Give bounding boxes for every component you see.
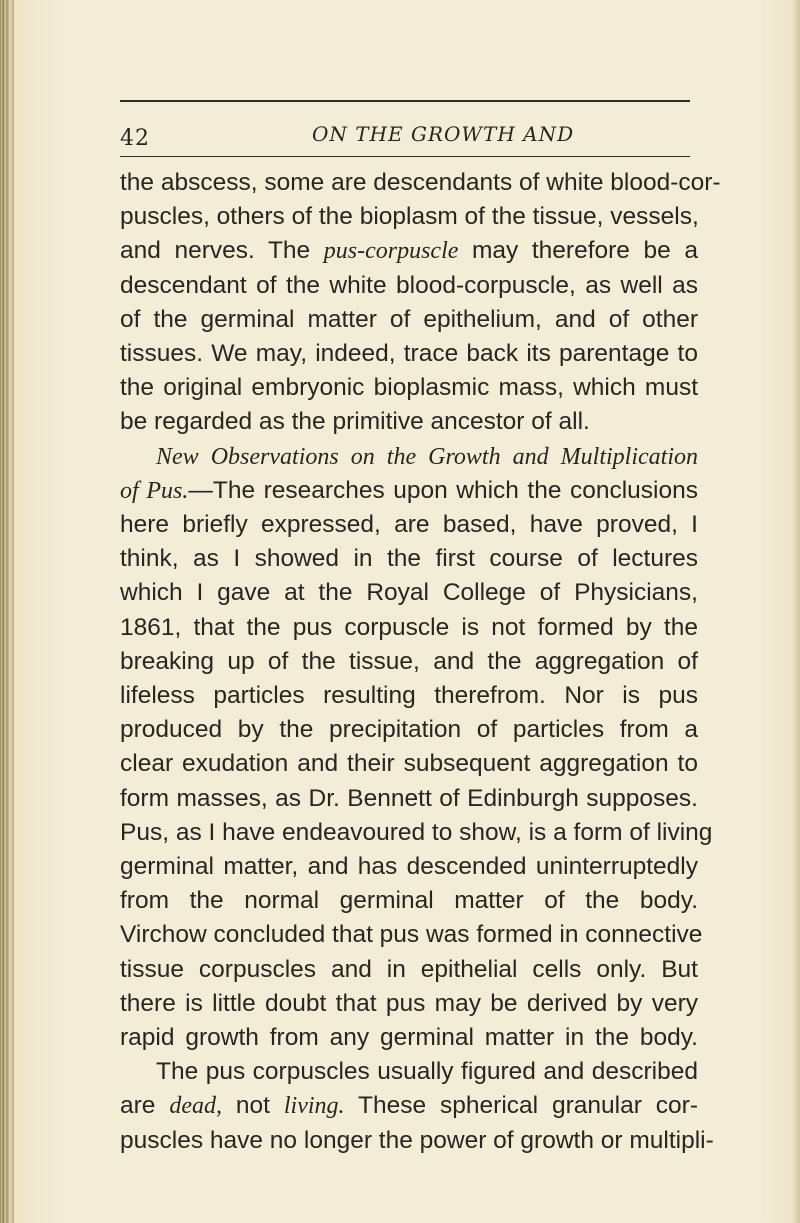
- text-line: of the germinal matter of epithelium, and of other: [120, 305, 698, 333]
- text-line: lifeless particles resulting therefrom. Nor is pus: [120, 682, 698, 710]
- book-binding-edge: [0, 0, 14, 1223]
- text-line: be regarded as the primitive ancestor of all.: [120, 408, 590, 436]
- text-line: there is little doubt that pus may be derived by very: [120, 989, 698, 1017]
- italic-term: living.: [283, 1093, 345, 1120]
- text-line: form masses, as Dr. Bennett of Edinburgh supposes.: [120, 784, 698, 812]
- text-line: tissues. We may, indeed, trace back its parentage to: [120, 340, 698, 368]
- text-line: here briefly expressed, are based, have proved, I: [120, 511, 698, 539]
- italic-term: pus-corpuscle: [323, 238, 459, 265]
- text-line: produced by the precipitation of particles from a: [120, 716, 698, 744]
- text-line: tissue corpuscles and in epithelial cells only. But: [120, 955, 698, 983]
- section-heading: New Observations on the Growth and Multiplication: [156, 443, 698, 470]
- text-line: puscles, others of the bioplasm of the tissue, vessels,: [120, 203, 699, 231]
- page-number: 42: [120, 126, 150, 151]
- header-underline: [120, 156, 690, 157]
- body-text: [120, 166, 721, 1158]
- text-line: the abscess, some are descendants of white blood-cor-: [120, 169, 721, 196]
- text-line: are dead, not living. These spherical granular cor-: [120, 1092, 698, 1120]
- italic-term: dead,: [169, 1093, 222, 1120]
- text-line: The pus corpuscles usually figured and described: [156, 1058, 698, 1086]
- text-line: and nerves. The pus-corpuscle may therefore be a: [120, 237, 698, 265]
- text-line: the original embryonic bioplasmic mass, which must: [120, 374, 698, 402]
- text-line: rapid growth from any germinal matter in the body.: [120, 1024, 698, 1052]
- text-line: puscles have no longer the power of growth or multipli-: [120, 1126, 714, 1154]
- text-line: from the normal germinal matter of the body.: [120, 887, 698, 915]
- text-line: which I gave at the Royal College of Physicians,: [120, 579, 698, 607]
- text-line: 1861, that the pus corpuscle is not formed by the: [120, 613, 698, 641]
- text-line: Pus, as I have endeavoured to show, is a form of living: [120, 818, 713, 846]
- text-line: think, as I showed in the first course of lectures: [120, 545, 698, 573]
- text-line: clear exudation and their subsequent aggregation to: [120, 750, 698, 778]
- text-line: descendant of the white blood-corpuscle, as well as: [120, 271, 698, 299]
- header-rule: [120, 100, 690, 102]
- section-heading-end: of Pus.: [120, 477, 189, 504]
- text-line: breaking up of the tissue, and the aggregation of: [120, 647, 698, 675]
- text-line: of Pus.—The researches upon which the conclusions: [120, 476, 698, 504]
- page-right-edge: [792, 0, 800, 1223]
- text-line: Virchow concluded that pus was formed in connective: [120, 921, 703, 949]
- text-line: germinal matter, and has descended uninterruptedly: [120, 853, 698, 881]
- running-head: ON THE GROWTH AND: [312, 122, 575, 146]
